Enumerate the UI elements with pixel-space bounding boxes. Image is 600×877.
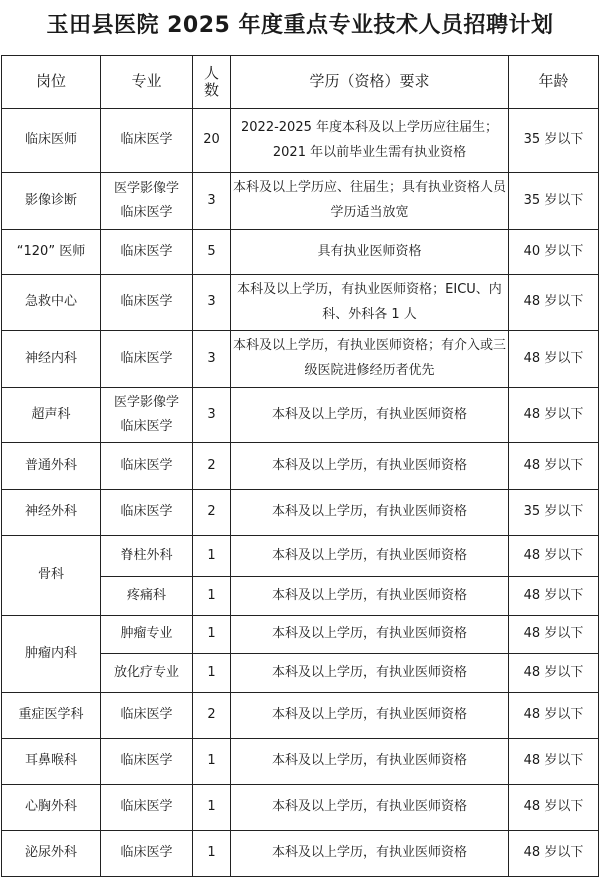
cell-requirement: 本科及以上学历，有执业医师资格 xyxy=(231,577,509,616)
header-age: 年龄 xyxy=(509,56,599,109)
table-header-row xyxy=(2,56,599,109)
cell-major: 临床医学 xyxy=(101,443,193,490)
cell-requirement: 本科及以上学历，有执业医师资格 xyxy=(231,785,509,831)
page-title: 玉田县医院 2025 年度重点专业技术人员招聘计划 xyxy=(46,13,554,38)
cell-age: 48 岁以下 xyxy=(509,536,599,577)
cell-post: 耳鼻喉科 xyxy=(2,739,101,785)
cell-requirement: 本科及以上学历，有执业医师资格；有介入或三级医院进修经历者优先 xyxy=(231,331,509,388)
table-row xyxy=(2,275,599,331)
cell-requirement: 本科及以上学历应、往届生；具有执业资格人员学历适当放宽 xyxy=(231,173,509,230)
table-row xyxy=(2,739,599,785)
cell-major: 临床医学 xyxy=(101,331,193,388)
cell-major: 临床医学 xyxy=(101,230,193,275)
cell-age: 35 岁以下 xyxy=(509,173,599,230)
cell-major: 肿瘤专业 xyxy=(101,616,193,654)
cell-age: 48 岁以下 xyxy=(509,443,599,490)
cell-count: 1 xyxy=(193,577,231,616)
table-row xyxy=(2,230,599,275)
cell-age: 48 岁以下 xyxy=(509,785,599,831)
cell-post: 普通外科 xyxy=(2,443,101,490)
cell-age: 48 岁以下 xyxy=(509,577,599,616)
cell-count: 1 xyxy=(193,785,231,831)
cell-requirement: 本科及以上学历，有执业医师资格 xyxy=(231,536,509,577)
cell-requirement: 本科及以上学历，有执业医师资格 xyxy=(231,693,509,739)
cell-post: 神经外科 xyxy=(2,490,101,536)
cell-age: 48 岁以下 xyxy=(509,331,599,388)
cell-count: 3 xyxy=(193,275,231,331)
cell-count: 20 xyxy=(193,109,231,173)
cell-requirement: 本科及以上学历，有执业医师资格 xyxy=(231,490,509,536)
table-row xyxy=(2,785,599,831)
cell-post: 泌尿外科 xyxy=(2,831,101,877)
cell-requirement: 本科及以上学历，有执业医师资格 xyxy=(231,654,509,693)
cell-count: 1 xyxy=(193,616,231,654)
cell-requirement: 本科及以上学历，有执业医师资格 xyxy=(231,739,509,785)
cell-age: 48 岁以下 xyxy=(509,831,599,877)
table-row xyxy=(2,109,599,173)
cell-major: 临床医学 xyxy=(101,490,193,536)
cell-post: 心胸外科 xyxy=(2,785,101,831)
cell-age: 48 岁以下 xyxy=(509,654,599,693)
cell-major: 临床医学 xyxy=(101,109,193,173)
cell-age: 48 岁以下 xyxy=(509,739,599,785)
cell-requirement: 2022-2025 年度本科及以上学历应往届生；2021 年以前毕业生需有执业资格 xyxy=(231,109,509,173)
cell-age: 35 岁以下 xyxy=(509,490,599,536)
cell-post: 影像诊断 xyxy=(2,173,101,230)
cell-major: 临床医学 xyxy=(101,275,193,331)
table-row xyxy=(2,490,599,536)
cell-post: 急救中心 xyxy=(2,275,101,331)
cell-age: 48 岁以下 xyxy=(509,275,599,331)
cell-requirement: 本科及以上学历，有执业医师资格 xyxy=(231,616,509,654)
cell-requirement: 本科及以上学历，有执业医师资格 xyxy=(231,831,509,877)
cell-post: 神经内科 xyxy=(2,331,101,388)
cell-count: 2 xyxy=(193,490,231,536)
cell-age: 48 岁以下 xyxy=(509,693,599,739)
table-row xyxy=(2,536,599,577)
cell-major: 临床医学 xyxy=(101,831,193,877)
cell-count: 2 xyxy=(193,443,231,490)
cell-age: 40 岁以下 xyxy=(509,230,599,275)
cell-count: 1 xyxy=(193,654,231,693)
table-row xyxy=(2,173,599,230)
table-row xyxy=(2,443,599,490)
header-major: 专业 xyxy=(101,56,193,109)
cell-major: 临床医学 xyxy=(101,739,193,785)
cell-count: 1 xyxy=(193,536,231,577)
table-row xyxy=(2,693,599,739)
table-row xyxy=(2,388,599,443)
recruitment-plan-table xyxy=(1,55,599,877)
cell-post: 重症医学科 xyxy=(2,693,101,739)
cell-requirement: 本科及以上学历，有执业医师资格 xyxy=(231,388,509,443)
header-post: 岗位 xyxy=(2,56,101,109)
cell-age: 35 岁以下 xyxy=(509,109,599,173)
cell-major: 放化疗专业 xyxy=(101,654,193,693)
cell-age: 48 岁以下 xyxy=(509,616,599,654)
table-row xyxy=(2,831,599,877)
table-row xyxy=(2,331,599,388)
cell-requirement: 本科及以上学历，有执业医师资格；EICU、内科、外科各 1 人 xyxy=(231,275,509,331)
cell-age: 48 岁以下 xyxy=(509,388,599,443)
cell-post: “120” 医师 xyxy=(2,230,101,275)
cell-count: 5 xyxy=(193,230,231,275)
cell-count: 3 xyxy=(193,331,231,388)
header-requirement: 学历（资格）要求 xyxy=(231,56,509,109)
cell-post: 超声科 xyxy=(2,388,101,443)
cell-major: 临床医学 xyxy=(101,693,193,739)
cell-major: 脊柱外科 xyxy=(101,536,193,577)
cell-count: 2 xyxy=(193,693,231,739)
header-count: 人 数 xyxy=(193,56,231,109)
cell-count: 1 xyxy=(193,831,231,877)
cell-requirement: 具有执业医师资格 xyxy=(231,230,509,275)
cell-major: 临床医学 xyxy=(101,785,193,831)
table-row xyxy=(2,616,599,654)
cell-post: 肿瘤内科 xyxy=(2,616,101,693)
cell-count: 3 xyxy=(193,388,231,443)
cell-major: 疼痛科 xyxy=(101,577,193,616)
cell-post: 骨科 xyxy=(2,536,101,616)
cell-requirement: 本科及以上学历，有执业医师资格 xyxy=(231,443,509,490)
cell-major: 医学影像学 临床医学 xyxy=(101,388,193,443)
cell-post: 临床医师 xyxy=(2,109,101,173)
cell-count: 3 xyxy=(193,173,231,230)
cell-major: 医学影像学 临床医学 xyxy=(101,173,193,230)
cell-count: 1 xyxy=(193,739,231,785)
